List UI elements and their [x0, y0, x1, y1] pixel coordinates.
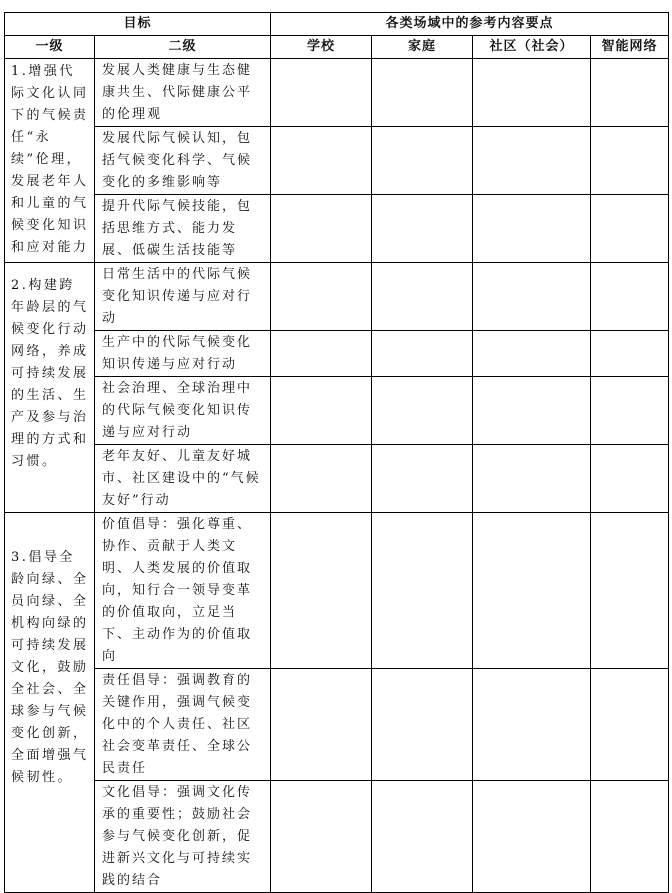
cell-family: [372, 669, 473, 781]
cell-family: [372, 263, 473, 331]
cell-smart-network: [591, 195, 669, 263]
cell-school: [271, 781, 372, 893]
header-level2: 二级: [95, 36, 271, 59]
cell-family: [372, 445, 473, 513]
table-row: [5, 377, 669, 445]
header-community: 社区（社会）: [473, 36, 591, 59]
table-row: [5, 127, 669, 195]
cell-family: [372, 127, 473, 195]
goals-reference-table: [4, 12, 669, 893]
cell-community: [473, 513, 591, 669]
level1-goal-3: 3.倡导全龄向绿、全员向绿、全机构向绿的可持续发展文化，鼓励全社会、全球参与气候变化创新，全面增强气候韧性。: [5, 513, 95, 893]
cell-school: [271, 377, 372, 445]
cell-smart-network: [591, 513, 669, 669]
cell-school: [271, 59, 372, 127]
level2-item: 发展代际气候认知，包括气候变化科学、气候变化的多维影响等: [95, 127, 271, 195]
cell-community: [473, 263, 591, 331]
cell-school: [271, 445, 372, 513]
level1-goal-2: 2.构建跨年龄层的气候变化行动网络，养成可持续发展的生活、生产及参与治理的方式和习惯。: [5, 263, 95, 513]
cell-family: [372, 513, 473, 669]
cell-school: [271, 669, 372, 781]
header-goal: 目标: [5, 13, 271, 36]
cell-school: [271, 263, 372, 331]
level2-item: 社会治理、全球治理中的代际气候变化知识传递与应对行动: [95, 377, 271, 445]
cell-community: [473, 195, 591, 263]
header-reference-points: 各类场域中的参考内容要点: [271, 13, 669, 36]
cell-smart-network: [591, 781, 669, 893]
cell-smart-network: [591, 331, 669, 377]
table-row: [5, 263, 669, 331]
cell-community: [473, 377, 591, 445]
cell-community: [473, 445, 591, 513]
cell-family: [372, 59, 473, 127]
table-row: [5, 445, 669, 513]
header-smart-network: 智能网络: [591, 36, 669, 59]
cell-family: [372, 781, 473, 893]
level2-item: 责任倡导：强调教育的关键作用，强调气候变化中的个人责任、社区社会变革责任、全球公民责任: [95, 669, 271, 781]
cell-family: [372, 331, 473, 377]
cell-family: [372, 195, 473, 263]
level2-item: 文化倡导：强调文化传承的重要性；鼓励社会参与气候变化创新，促进新兴文化与可持续实践的结合: [95, 781, 271, 893]
table-row: [5, 513, 669, 669]
cell-school: [271, 331, 372, 377]
level2-item: 生产中的代际气候变化知识传递与应对行动: [95, 331, 271, 377]
cell-community: [473, 781, 591, 893]
cell-community: [473, 127, 591, 195]
cell-smart-network: [591, 127, 669, 195]
cell-school: [271, 513, 372, 669]
level1-goal-1: 1.增强代际文化认同下的气候责任“永续”伦理，发展老年人和儿童的气候变化知识和应对能力: [5, 59, 95, 263]
cell-family: [372, 377, 473, 445]
table-row: [5, 59, 669, 127]
table-row: [5, 331, 669, 377]
level2-item: 提升代际气候技能，包括思维方式、能力发展、低碳生活技能等: [95, 195, 271, 263]
cell-community: [473, 59, 591, 127]
cell-smart-network: [591, 59, 669, 127]
cell-smart-network: [591, 445, 669, 513]
cell-community: [473, 669, 591, 781]
header-level1: 一级: [5, 36, 95, 59]
cell-smart-network: [591, 263, 669, 331]
level2-item: 价值倡导：强化尊重、协作、贡献于人类文明、人类发展的价值取向，知行合一领导变革的价值取向，立足当下、主动作为的价值取向: [95, 513, 271, 669]
header-school: 学校: [271, 36, 372, 59]
level2-item: 发展人类健康与生态健康共生、代际健康公平的伦理观: [95, 59, 271, 127]
header-family: 家庭: [372, 36, 473, 59]
level2-item: 老年友好、儿童友好城市、社区建设中的“气候友好”行动: [95, 445, 271, 513]
table-row: [5, 195, 669, 263]
cell-community: [473, 331, 591, 377]
cell-smart-network: [591, 669, 669, 781]
cell-smart-network: [591, 377, 669, 445]
level2-item: 日常生活中的代际气候变化知识传递与应对行动: [95, 263, 271, 331]
table-row: [5, 781, 669, 893]
cell-school: [271, 195, 372, 263]
cell-school: [271, 127, 372, 195]
table-row: [5, 669, 669, 781]
